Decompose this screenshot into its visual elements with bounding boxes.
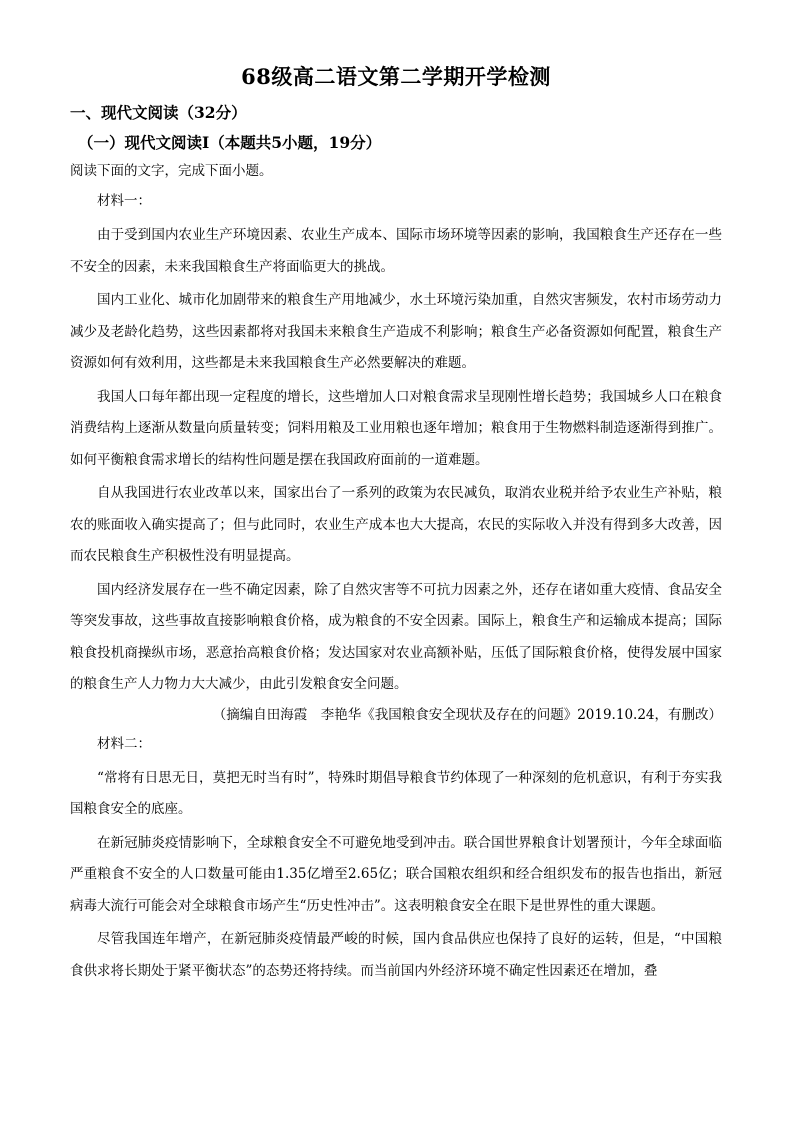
reading-instruction: 阅读下面的文字，完成下面小题。 bbox=[70, 163, 273, 179]
exam-page bbox=[70, 62, 722, 989]
material-two-paragraph: 在新冠肺炎疫情影响下，全球粮食安全不可避免地受到冲击。联合国世界粮食计划署预计，今年全球面临严重粮食不安全的人口数量可能由1.35亿增至2.65亿；联合国粮农组织和经合组织发布的报告也指出，新冠病毒大流行可能会对全球粮食市场产生“历史性冲击”。这表明粮食安全在眼下是世界性的重大课题。 bbox=[70, 834, 722, 914]
material-two-paragraph: “常将有日思无日，莫把无时当有时”，特殊时期倡导粮食节约体现了一种深刻的危机意识，有利于夯实我国粮食安全的底座。 bbox=[70, 769, 722, 817]
material-one-paragraph: 国内工业化、城市化加剧带来的粮食生产用地减少，水土环境污染加重，自然灾害频发，农村市场劳动力减少及老龄化趋势，这些因素都将对我国未来粮食生产造成不利影响；粮食生产必备资源如何配置，粮食生产资源如何有效利用，这些都是未来我国粮食生产必然要解决的难题。 bbox=[70, 292, 722, 371]
material-two-label: 材料二： bbox=[97, 735, 151, 752]
material-two-paragraph: 尽管我国连年增产，在新冠肺炎疫情最严峻的时候，国内食品供应也保持了良好的运转，但是，“中国粮食供求将长期处于紧平衡状态”的态势还将持续。而当前国内外经济环境不确定性因素还在增加，叠 bbox=[70, 931, 722, 979]
material-one-label: 材料一： bbox=[97, 193, 151, 209]
section-heading: 一、现代文阅读（32分） bbox=[70, 103, 247, 122]
exam-title: 68级高二语文第二学期开学检测 bbox=[241, 64, 551, 89]
material-one-source: （摘编自田海霞 李艳华《我国粮食安全现状及存在的问题》2019.10.24，有删改） bbox=[212, 706, 722, 723]
material-one-paragraph: 国内经济发展存在一些不确定因素，除了自然灾害等不可抗力因素之外，还存在诸如重大疫情、食品安全等突发事故，这些事故直接影响粮食价格，成为粮食的不安全因素。国际上，粮食生产和运输成本提高；国际粮食投机商操纵市场，恶意抬高粮食价格；发达国家对农业高额补贴，压低了国际粮食价格，使得发展中国家的粮食生产人力物力大大减少，由此引发粮食安全问题。 bbox=[70, 581, 722, 692]
subsection-heading: （一）现代文阅读Ⅰ（本题共5小题，19分） bbox=[78, 133, 382, 152]
material-one-paragraph: 自从我国进行农业改革以来，国家出台了一系列的政策为农民减负，取消农业税并给予农业生产补贴，粮农的账面收入确实提高了；但与此同时，农业生产成本也大大提高，农民的实际收入并没有得到多大改善，因而农民粮食生产积极性没有明显提高。 bbox=[70, 485, 722, 564]
material-one-paragraph: 由于受到国内农业生产环境因素、农业生产成本、国际市场环境等因素的影响，我国粮食生产还存在一些不安全的因素，未来我国粮食生产将面临更大的挑战。 bbox=[70, 227, 722, 275]
material-one-paragraph: 我国人口每年都出现一定程度的增长，这些增加人口对粮食需求呈现刚性增长趋势；我国城乡人口在粮食消费结构上逐渐从数量向质量转变；饲料用粮及工业用粮也逐年增加；粮食用于生物燃料制造逐渐得到推广。如何平衡粮食需求增长的结构性问题是摆在我国政府面前的一道难题。 bbox=[70, 388, 722, 468]
